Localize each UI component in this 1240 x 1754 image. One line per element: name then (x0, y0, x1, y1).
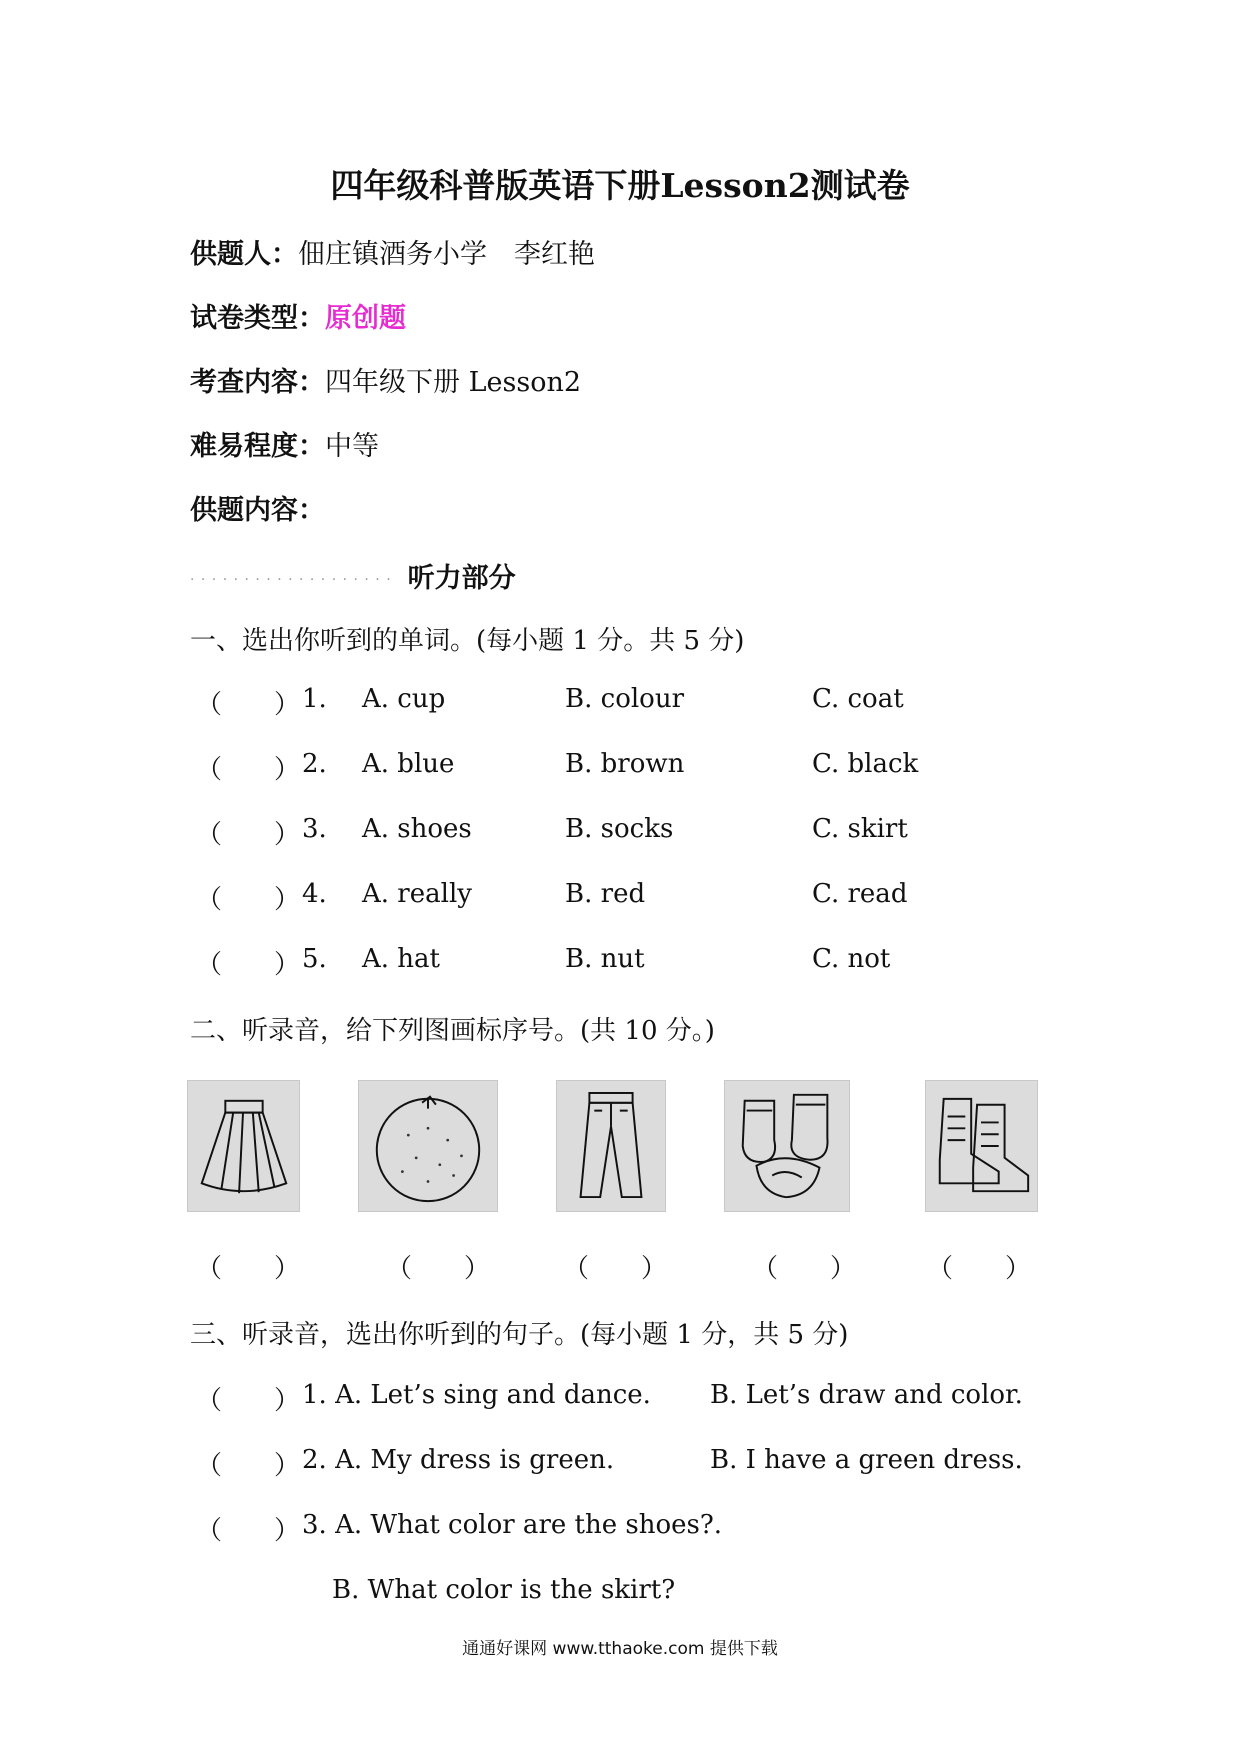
option-b: B. nut (565, 944, 645, 974)
section3-heading: 三、听录音，选出你听到的句子。(每小题 1 分，共 5 分) (190, 1320, 849, 1350)
answer-paren[interactable]: （ ） (927, 1254, 1032, 1284)
meta-difficulty: 难易程度：中等 (190, 431, 379, 462)
answer-paren[interactable]: （ ） (196, 690, 301, 720)
option-c: C. skirt (812, 814, 908, 844)
orange-icon (358, 1080, 498, 1212)
option-b: B. red (565, 879, 646, 909)
meta-provided: 供题内容： (190, 495, 325, 526)
sentence-b: B. What color is the skirt? (332, 1575, 676, 1605)
answer-paren[interactable]: （ ） (196, 1451, 301, 1481)
answer-paren[interactable]: （ ） (196, 1254, 301, 1284)
item-number: 5. (302, 944, 327, 974)
option-a: A. hat (362, 944, 440, 974)
sentence-b: B. Let’s draw and color. (710, 1380, 1023, 1410)
item-number: 3. (302, 814, 327, 844)
answer-paren[interactable]: （ ） (196, 755, 301, 785)
option-a: A. really (362, 879, 472, 909)
item-number: 1. (302, 684, 327, 714)
meta-setter: 供题人：佃庄镇酒务小学 李红艳 (190, 239, 595, 270)
option-c: C. coat (812, 684, 904, 714)
trousers-icon (556, 1080, 666, 1212)
skirt-icon (187, 1080, 300, 1212)
meta-type: 试卷类型：原创题 (190, 303, 406, 334)
boots-icon (925, 1080, 1038, 1212)
answer-paren[interactable]: （ ） (196, 1516, 301, 1546)
page-title: 四年级科普版英语下册Lesson2测试卷 (330, 166, 910, 205)
listening-header: · · · · · · · · · · · · · · · · · · · 听力部分 (190, 563, 516, 594)
answer-paren[interactable]: （ ） (196, 885, 301, 915)
meta-content: 考查内容：四年级下册 Lesson2 (190, 367, 582, 398)
option-a: A. cup (362, 684, 446, 714)
answer-paren[interactable]: （ ） (196, 820, 301, 850)
option-c: C. not (812, 944, 891, 974)
item-number: 4. (302, 879, 327, 909)
answer-paren[interactable]: （ ） (752, 1254, 857, 1284)
option-a: A. shoes (362, 814, 472, 844)
socks-icon (724, 1080, 850, 1212)
sentence-a: 2. A. My dress is green. (302, 1445, 615, 1475)
answer-paren[interactable]: （ ） (386, 1254, 491, 1284)
option-c: C. read (812, 879, 908, 909)
answer-paren[interactable]: （ ） (563, 1254, 668, 1284)
item-number: 2. (302, 749, 327, 779)
answer-paren[interactable]: （ ） (196, 950, 301, 980)
sentence-b: B. I have a green dress. (710, 1445, 1023, 1475)
footer-credit: 通通好课网 www.tthaoke.com 提供下载 (462, 1639, 778, 1659)
sentence-a: 3. A. What color are the shoes?. (302, 1510, 723, 1540)
option-a: A. blue (362, 749, 455, 779)
option-c: C. black (812, 749, 919, 779)
sentence-a: 1. A. Let’s sing and dance. (302, 1380, 651, 1410)
section2-heading: 二、听录音，给下列图画标序号。(共 10 分。) (190, 1016, 715, 1046)
option-b: B. colour (565, 684, 684, 714)
option-b: B. socks (565, 814, 674, 844)
answer-paren[interactable]: （ ） (196, 1386, 301, 1416)
option-b: B. brown (565, 749, 685, 779)
section1-heading: 一、选出你听到的单词。(每小题 1 分。共 5 分) (190, 626, 745, 656)
